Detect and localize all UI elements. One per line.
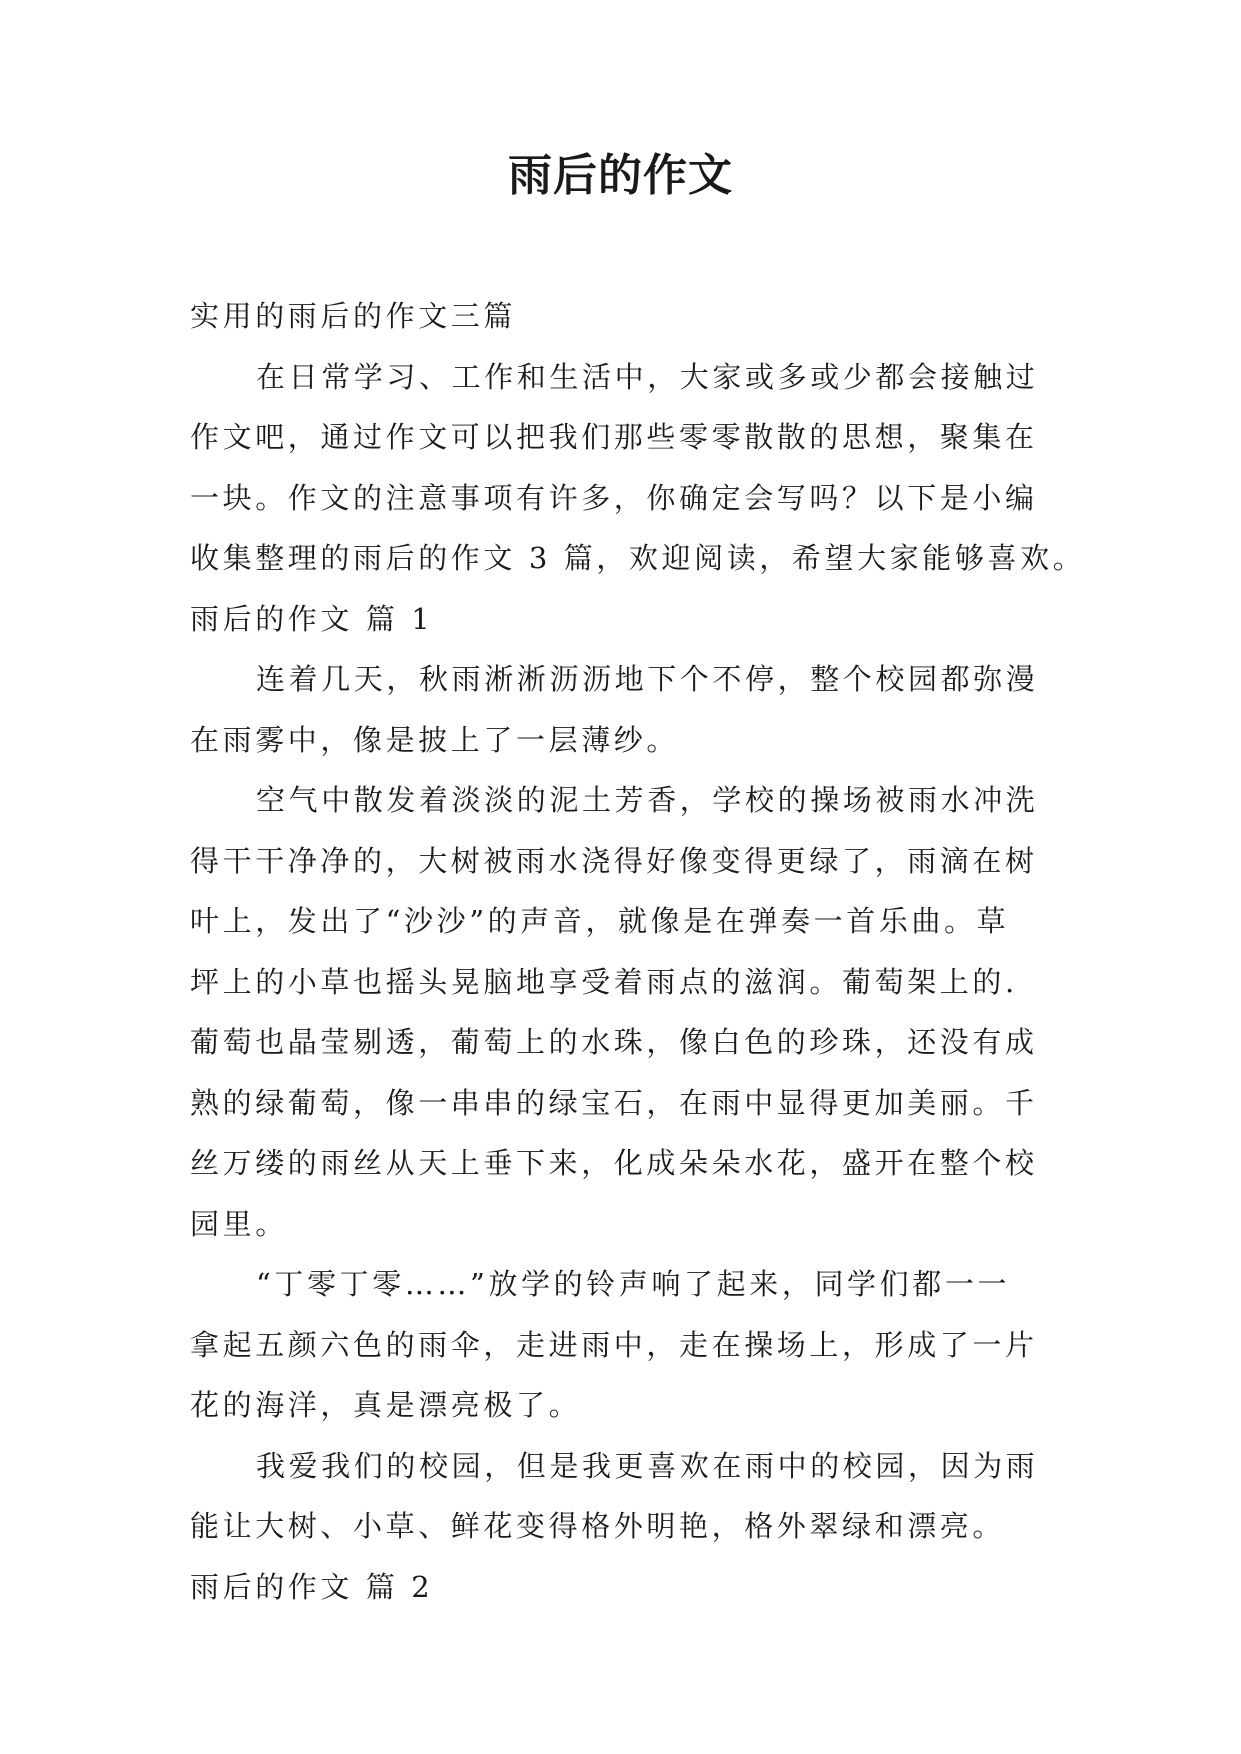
text-line: “丁零丁零……”放学的铃声响了起来，同学们都一一	[256, 1267, 1011, 1301]
document-body	[190, 286, 1086, 1617]
text-line: 葡萄也晶莹剔透，葡萄上的水珠，像白色的珍珠，还没有成	[190, 1025, 1038, 1059]
text-line: 实用的雨后的作文三篇	[190, 299, 517, 333]
text-line: 收集整理的雨后的作文 3 篇，欢迎阅读，希望大家能够喜欢。	[190, 541, 1086, 575]
text-line: 坪上的小草也摇头晃脑地享受着雨点的滋润。葡萄架上的.	[190, 964, 1018, 999]
text-line: 在日常学习、工作和生活中，大家或多或少都会接触过	[256, 359, 1039, 394]
text-line: 雨后的作文 篇 2	[190, 1569, 434, 1604]
text-line: 在雨雾中，像是披上了一层薄纱。	[190, 722, 680, 757]
text-line: 熟的绿葡萄，像一串串的绿宝石，在雨中显得更加美丽。千	[190, 1085, 1038, 1120]
text-line: 丝万缕的雨丝从天上垂下来，化成朵朵水花，盛开在整个校	[190, 1146, 1038, 1180]
text-line: 拿起五颜六色的雨伞，走进雨中，走在操场上，形成了一片	[190, 1327, 1038, 1362]
text-line: 得干干净净的，大树被雨水浇得好像变得更绿了，雨滴在树	[190, 843, 1038, 878]
text-line: 作文吧，通过作文可以把我们那些零零散散的思想，聚集在	[190, 420, 1038, 454]
text-line: 园里。	[190, 1206, 288, 1241]
document-title: 雨后的作文	[508, 150, 733, 201]
text-line: 花的海洋，真是漂亮极了。	[190, 1388, 582, 1422]
text-line: 空气中散发着淡淡的泥土芳香，学校的操场被雨水冲洗	[256, 783, 1039, 817]
text-line: 一块。作文的注意事项有许多，你确定会写吗？以下是小编	[190, 480, 1038, 515]
text-line: 叶上，发出了“沙沙”的声音，就像是在弹奏一首乐曲。草	[190, 904, 1010, 938]
text-line: 连着几天，秋雨淅淅沥沥地下个不停，整个校园都弥漫	[256, 662, 1039, 696]
text-line: 我爱我们的校园，但是我更喜欢在雨中的校园，因为雨	[256, 1448, 1039, 1483]
text-line: 能让大树、小草、鲜花变得格外明艳，格外翠绿和漂亮。	[190, 1509, 1006, 1543]
text-line: 雨后的作文 篇 1	[190, 601, 434, 636]
